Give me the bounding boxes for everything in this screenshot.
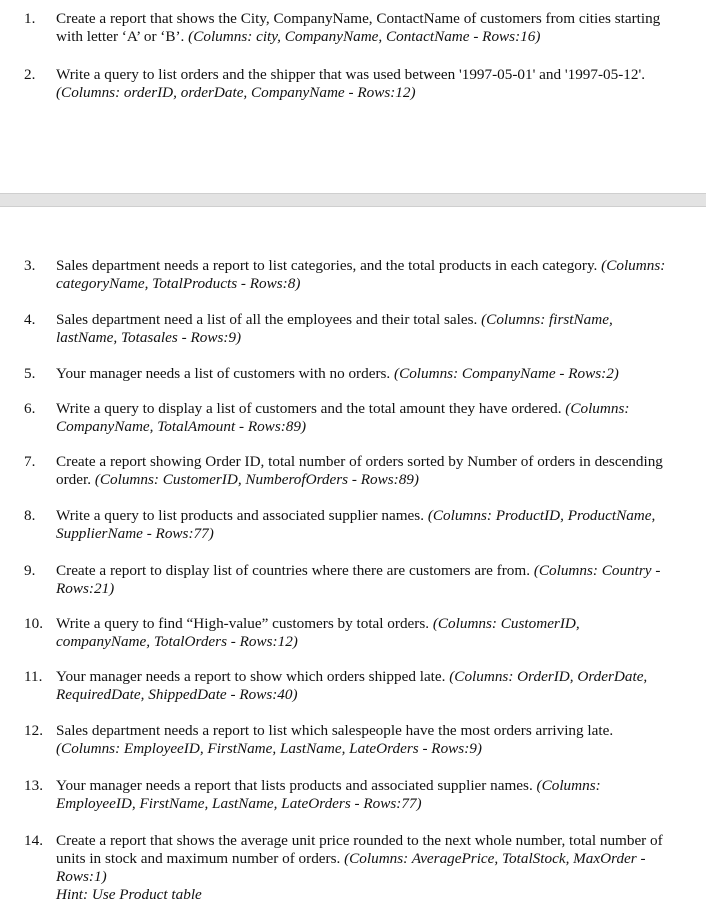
columns-spec: (Columns: firstName,	[481, 311, 613, 328]
question-number: 7.	[24, 453, 36, 470]
question-number: 13.	[24, 777, 43, 794]
question-text	[56, 562, 701, 598]
question-line	[56, 10, 701, 28]
columns-spec: (Columns: city, CompanyName, ContactName - Rows:16)	[188, 28, 541, 45]
question-line	[56, 507, 701, 525]
question-text	[56, 668, 701, 704]
question-line	[56, 28, 701, 46]
columns-spec: (Columns: CustomerID, NumberofOrders - Rows:89)	[94, 471, 419, 488]
question-line	[56, 418, 701, 436]
columns-spec: EmployeeID, FirstName, LastName, LateOrders - Rows:77)	[56, 795, 422, 812]
question-text	[56, 311, 701, 347]
question-number: 4.	[24, 311, 36, 328]
columns-spec: (Columns: CustomerID,	[432, 615, 580, 632]
question-text	[56, 507, 701, 543]
question-line	[56, 562, 701, 580]
columns-spec: (Columns: ProductID, ProductName,	[427, 507, 656, 524]
question-line-text: Your manager needs a list of customers with no orders.	[56, 365, 395, 382]
question-line-text: Write a query to find “High-value” customers by total orders.	[56, 615, 433, 632]
question-line-text: Your manager needs a report to show which orders shipped late.	[56, 668, 450, 685]
columns-spec: RequiredDate, ShippedDate - Rows:40)	[56, 686, 298, 703]
columns-spec: (Columns: AveragePrice, TotalStock, MaxOrder -	[344, 850, 646, 867]
question-number: 1.	[24, 10, 36, 27]
question-line	[56, 868, 701, 886]
question-text	[56, 832, 701, 904]
question-text	[56, 777, 701, 813]
hint-text: Hint: Use Product table	[56, 886, 202, 903]
columns-spec: SupplierName - Rows:77)	[56, 525, 214, 542]
question-number: 6.	[24, 400, 36, 417]
question-line	[56, 257, 701, 275]
question-line	[56, 850, 701, 868]
question-line	[56, 722, 701, 740]
question-text	[56, 722, 701, 758]
question-number: 5.	[24, 365, 36, 382]
question-line-text: Write a query to list products and associated supplier names.	[56, 507, 428, 524]
question-number: 10.	[24, 615, 43, 632]
columns-spec: (Columns: Country -	[533, 562, 661, 579]
question-line-text: Create a report that shows the average unit price rounded to the next whole number, total number of	[56, 832, 663, 849]
question-text	[56, 453, 701, 489]
columns-spec: (Columns: EmployeeID, FirstName, LastName, LateOrders - Rows:9)	[56, 740, 482, 757]
question-line	[56, 311, 701, 329]
question-line	[56, 832, 701, 850]
question-text	[56, 257, 701, 293]
question-line	[56, 365, 701, 383]
question-text	[56, 365, 701, 383]
question-number: 8.	[24, 507, 36, 524]
question-line-text: units in stock and maximum number of orders.	[56, 850, 345, 867]
question-line-text: Create a report to display list of countries where there are customers are from.	[56, 562, 534, 579]
question-line	[56, 615, 701, 633]
question-line	[56, 525, 701, 543]
columns-spec: Rows:1)	[56, 868, 107, 885]
question-number: 9.	[24, 562, 36, 579]
columns-spec: companyName, TotalOrders - Rows:12)	[56, 633, 298, 650]
question-line	[56, 275, 701, 293]
question-line-text: Your manager needs a report that lists products and associated supplier names.	[56, 777, 537, 794]
question-line	[56, 329, 701, 347]
columns-spec: CompanyName, TotalAmount - Rows:89)	[56, 418, 307, 435]
page-break	[0, 193, 706, 207]
columns-spec: (Columns:	[601, 257, 666, 274]
question-text	[56, 66, 701, 102]
columns-spec: (Columns: OrderID, OrderDate,	[449, 668, 648, 685]
question-line	[56, 84, 701, 102]
question-line-text: Create a report that shows the City, CompanyName, ContactName of customers from cities starting	[56, 10, 661, 27]
question-line	[56, 777, 701, 795]
columns-spec: (Columns:	[565, 400, 630, 417]
question-number: 14.	[24, 832, 43, 849]
question-number: 3.	[24, 257, 36, 274]
columns-spec: lastName, Totasales - Rows:9)	[56, 329, 242, 346]
question-line	[56, 795, 701, 813]
question-line	[56, 400, 701, 418]
question-line	[56, 66, 701, 84]
columns-spec: (Columns:	[536, 777, 601, 794]
question-line-text: Create a report showing Order ID, total number of orders sorted by Number of orders in descending	[56, 453, 663, 470]
question-line	[56, 453, 701, 471]
question-line	[56, 471, 701, 489]
question-line-text: Write a query to list orders and the shipper that was used between '1997-05-01' and '1997-05-12'.	[56, 66, 645, 83]
question-line-text: Sales department needs a report to list which salespeople have the most orders arriving late.	[56, 722, 614, 739]
columns-spec: categoryName, TotalProducts - Rows:8)	[56, 275, 301, 292]
question-line-text: Sales department need a list of all the employees and their total sales.	[56, 311, 482, 328]
columns-spec: (Columns: orderID, orderDate, CompanyName - Rows:12)	[56, 84, 416, 101]
question-line	[56, 740, 701, 758]
columns-spec: (Columns: CompanyName - Rows:2)	[394, 365, 619, 382]
question-line-text: with letter ‘A’ or ‘B’.	[56, 28, 189, 45]
question-line	[56, 668, 701, 686]
question-text	[56, 400, 701, 436]
question-line-text: Sales department needs a report to list categories, and the total products in each category.	[56, 257, 602, 274]
question-line	[56, 686, 701, 704]
question-number: 11.	[24, 668, 43, 685]
question-text	[56, 615, 701, 651]
question-line-text: order.	[56, 471, 95, 488]
question-number: 2.	[24, 66, 36, 83]
question-line	[56, 633, 701, 651]
columns-spec: Rows:21)	[56, 580, 115, 597]
question-line-text: Write a query to display a list of customers and the total amount they have ordered.	[56, 400, 566, 417]
question-number: 12.	[24, 722, 43, 739]
question-text	[56, 10, 701, 46]
question-line	[56, 580, 701, 598]
